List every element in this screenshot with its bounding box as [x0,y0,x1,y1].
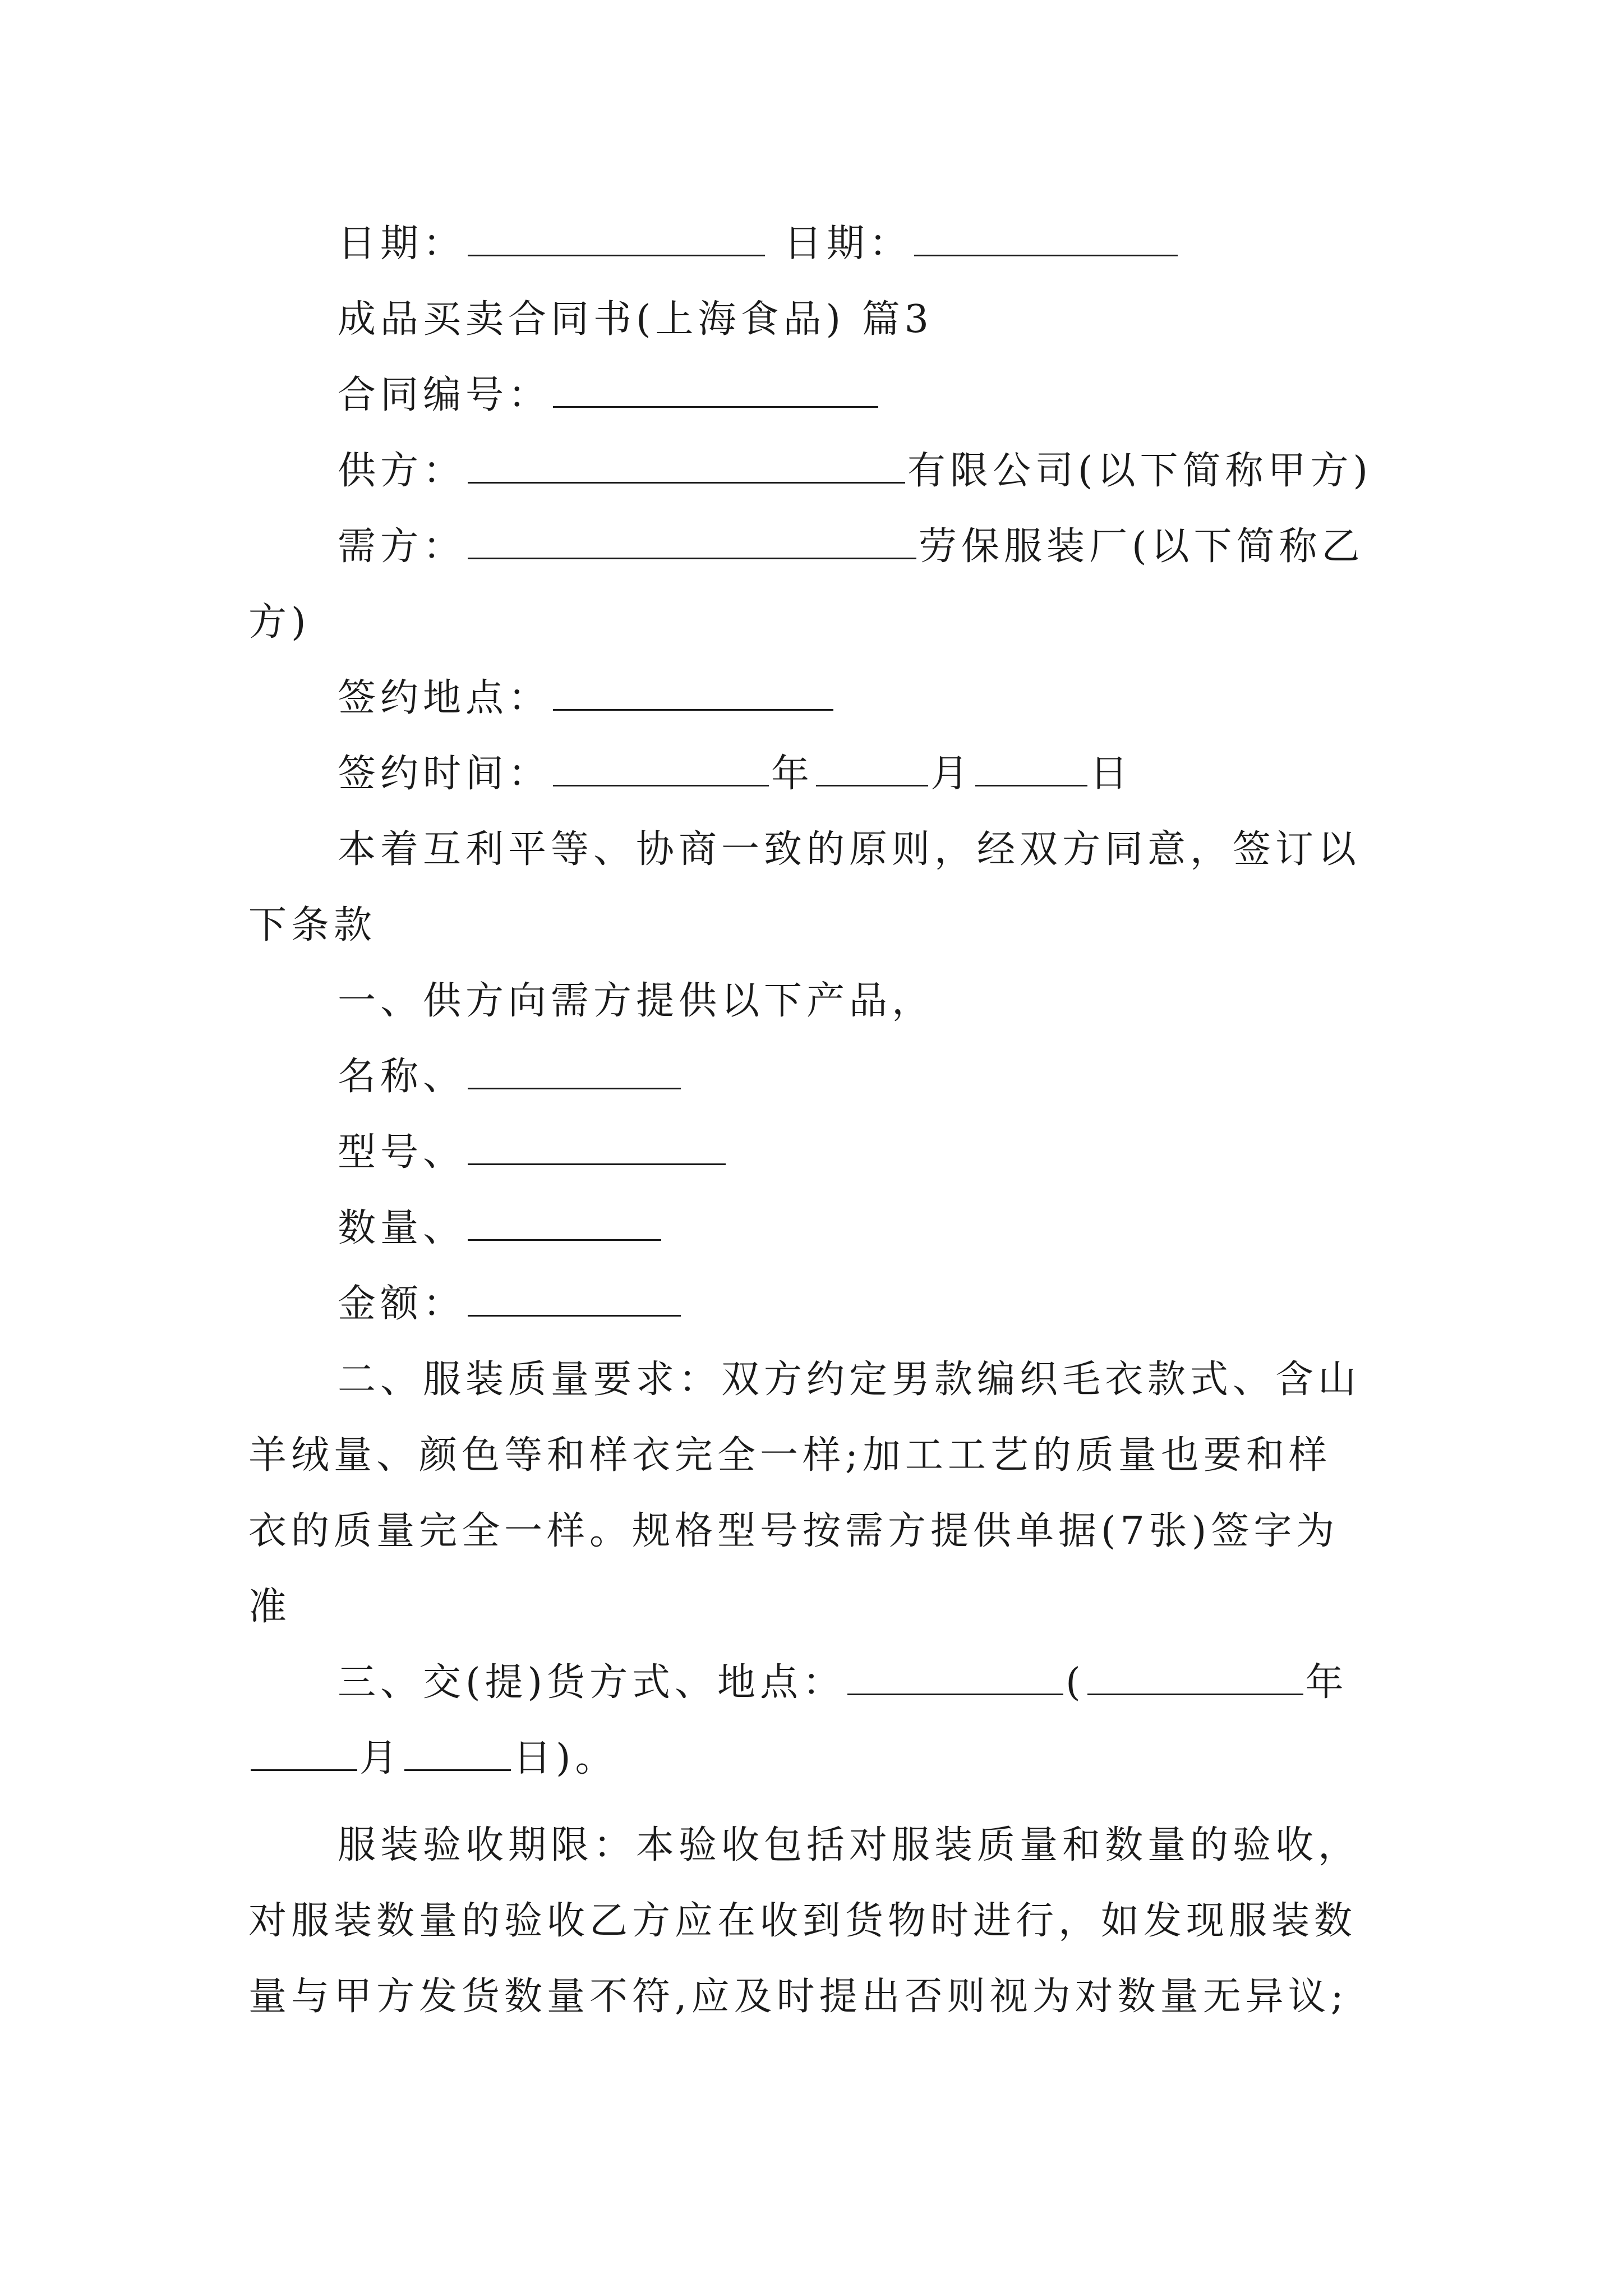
supplier-label: 供方： [338,449,466,493]
product-model-label: 型号、 [338,1130,466,1175]
sign-year-blank[interactable] [553,750,769,786]
sign-time-row [338,746,1132,802]
date-label-b: 日期： [783,222,912,266]
section-3-row [338,1655,1348,1711]
section-2-line-3: 衣的质量完全一样。规格型号按需方提供单据(7张)签字为 [248,1509,1339,1553]
section-3-day-close: 日)。 [513,1736,618,1780]
product-amount-label: 金额： [338,1282,466,1326]
section-2-line-1: 二、服装质量要求：双方约定男款编织毛衣款式、含山 [338,1358,1361,1402]
delivery-year-blank[interactable] [1087,1659,1303,1695]
delivery-place-blank[interactable] [847,1659,1063,1695]
date-blank-a[interactable] [468,220,765,256]
year-label: 年 [771,752,814,796]
product-amount-row [338,1276,683,1332]
product-name-blank[interactable] [468,1053,681,1089]
supplier-blank[interactable] [468,447,905,484]
supplier-suffix: 有限公司(以下简称甲方) [907,449,1373,493]
supplier-row [338,443,1372,499]
section-2-line-2: 羊绒量、颜色等和样衣完全一样;加工工艺的质量也要和样 [248,1433,1331,1478]
inspection-line-1: 服装验收期限：本验收包括对服装质量和数量的验收， [338,1823,1361,1867]
date-label-a: 日期： [338,222,466,266]
buyer-row [338,519,1364,575]
product-qty-blank[interactable] [468,1204,661,1241]
contract-number-label: 合同编号： [338,373,551,417]
section-3-row-cont [248,1731,618,1787]
section-3-paren-open: ( [1066,1660,1085,1705]
product-model-row [338,1125,728,1181]
signature-date-row [338,216,1180,272]
preamble-line-2: 下条款 [248,903,377,947]
day-label: 日 [1090,752,1133,796]
contract-number-blank[interactable] [553,371,878,408]
sign-place-row [338,670,836,726]
sign-place-blank[interactable] [553,674,833,711]
buyer-suffix: 劳保服装厂(以下简称乙 [919,524,1364,569]
preamble-line-1: 本着互利平等、协商一致的原则，经双方同意，签订以 [338,827,1361,872]
inspection-line-2: 对服装数量的验收乙方应在收到货物时进行，如发现服装数 [248,1899,1357,1943]
section-2-line-4: 准 [248,1585,292,1629]
section-1-title: 一、供方向需方提供以下产品， [338,979,935,1023]
delivery-month-blank[interactable] [251,1734,357,1771]
product-qty-row [338,1200,663,1257]
contract-number-row [338,367,880,424]
inspection-line-3: 量与甲方发货数量不符,应及时提出否则视为对数量无异议; [248,1975,1348,2019]
buyer-blank[interactable] [468,523,916,559]
sign-month-blank[interactable] [816,750,928,786]
buyer-suffix-continued: 方) [248,600,311,645]
product-model-blank[interactable] [468,1129,726,1165]
section-3-month: 月 [359,1736,403,1780]
section-3-year: 年 [1305,1660,1348,1705]
sign-time-label: 签约时间： [338,752,551,796]
buyer-label: 需方： [338,524,466,569]
month-label: 月 [930,752,974,796]
delivery-day-blank[interactable] [404,1734,511,1771]
section-3-label: 三、交(提)货方式、地点： [338,1660,846,1705]
date-blank-b[interactable] [914,220,1178,256]
sign-day-blank[interactable] [975,750,1087,786]
document-title: 成品买卖合同书(上海食品) 篇3 [338,297,933,342]
product-name-label: 名称、 [338,1055,466,1099]
product-amount-blank[interactable] [468,1280,681,1317]
product-name-row [338,1049,683,1105]
product-qty-label: 数量、 [338,1206,466,1250]
sign-place-label: 签约地点： [338,676,551,720]
